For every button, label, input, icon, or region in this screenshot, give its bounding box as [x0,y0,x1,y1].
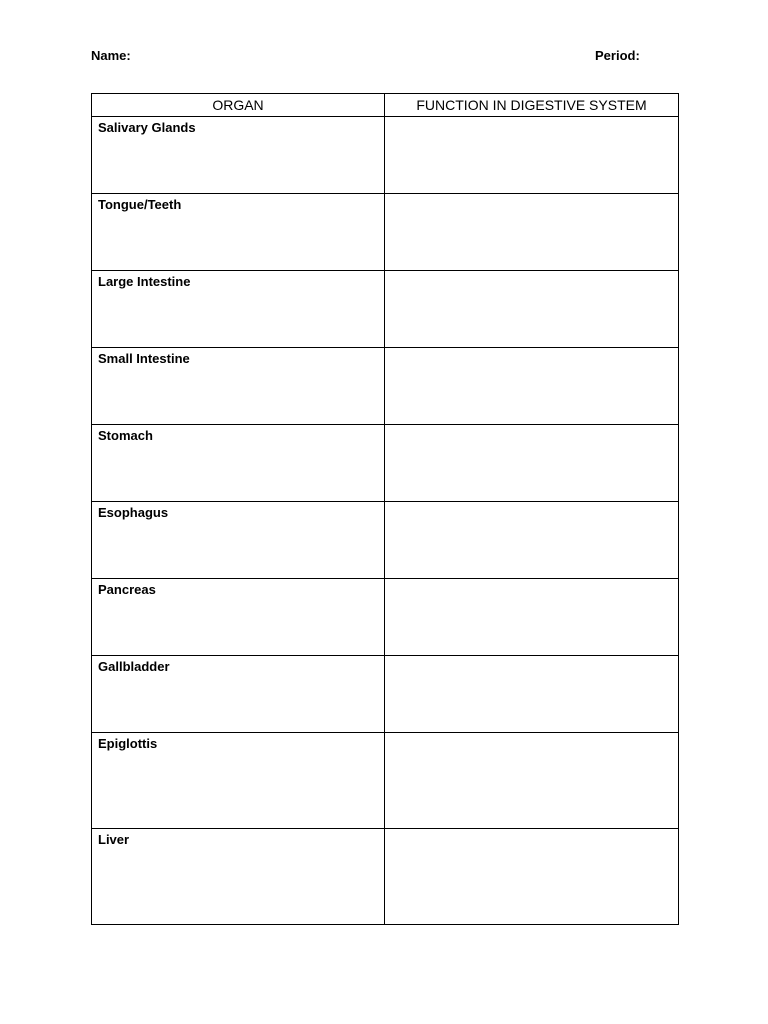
organ-cell: Large Intestine [92,271,385,348]
table-header-row [92,94,679,117]
organ-column-header: ORGAN [92,94,385,117]
organ-cell: Esophagus [92,502,385,579]
organ-cell: Epiglottis [92,733,385,829]
table-row [92,425,679,502]
table-row [92,348,679,425]
table-row [92,117,679,194]
table-row [92,194,679,271]
table-row [92,502,679,579]
organ-function-table [91,93,679,925]
function-answer-cell[interactable] [385,425,679,502]
organ-cell: Salivary Glands [92,117,385,194]
function-column-header: FUNCTION IN DIGESTIVE SYSTEM [385,94,679,117]
table-row [92,579,679,656]
function-answer-cell[interactable] [385,579,679,656]
organ-cell: Gallbladder [92,656,385,733]
organ-cell: Small Intestine [92,348,385,425]
function-answer-cell[interactable] [385,656,679,733]
period-label: Period: [595,48,640,63]
function-answer-cell[interactable] [385,117,679,194]
organ-cell: Pancreas [92,579,385,656]
function-answer-cell[interactable] [385,829,679,925]
organ-cell: Stomach [92,425,385,502]
function-answer-cell[interactable] [385,194,679,271]
organ-cell: Tongue/Teeth [92,194,385,271]
table-row [92,656,679,733]
table-row [92,271,679,348]
name-label: Name: [91,48,131,63]
function-answer-cell[interactable] [385,348,679,425]
organ-cell: Liver [92,829,385,925]
function-answer-cell[interactable] [385,733,679,829]
function-answer-cell[interactable] [385,271,679,348]
table-row [92,733,679,829]
function-answer-cell[interactable] [385,502,679,579]
table-row [92,829,679,925]
